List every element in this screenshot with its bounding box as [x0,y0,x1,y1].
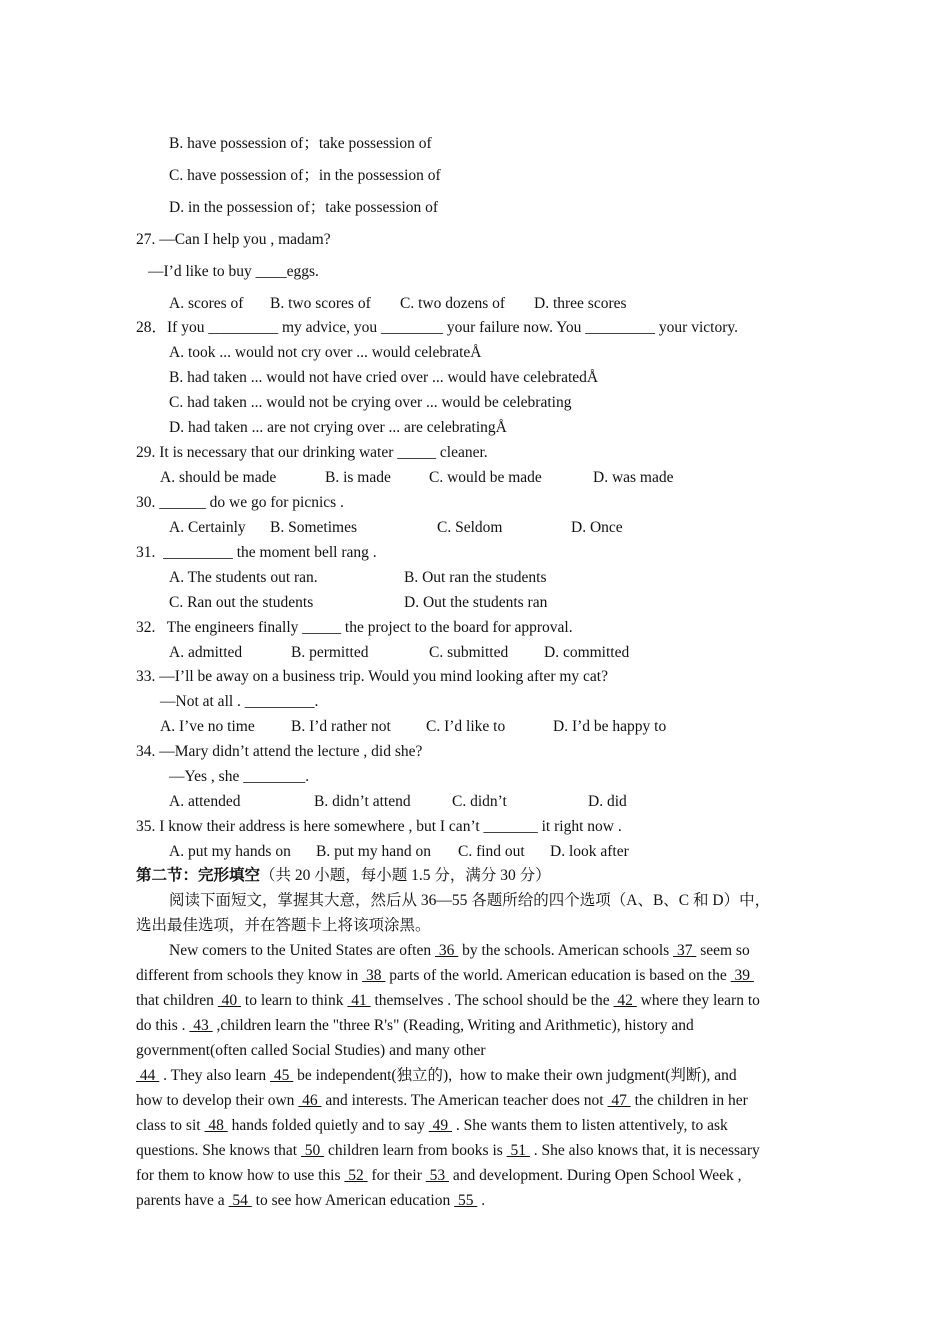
passage-text: hands folded quietly and to say [227,1117,429,1134]
passage-line-7 [136,1091,748,1111]
q29-option-b: B. is made [325,469,391,486]
q28-option-d: D. had taken ... are not crying over ... are celebratingÅ [169,419,507,436]
q34-option-c: C. didn’t [452,793,507,810]
q30-option-a: A. Certainly [169,519,246,536]
blank-50: 50 [300,1142,325,1159]
passage-text: the children in her [630,1092,748,1109]
blank-36: 36 [435,942,459,959]
q28-option-a: A. took ... would not cry over ... would celebrateÅ [169,344,482,361]
blank-53: 53 [425,1167,449,1184]
passage-text: do this . [136,1017,190,1034]
q33-option-d: D. I’d be happy to [553,718,667,735]
passage-text: to see how American education [251,1192,455,1209]
q26-option-c: C. have possession of；in the possession of [169,167,441,184]
blank-47: 47 [607,1092,631,1109]
q30-option-c: C. Seldom [437,519,503,536]
q32-option-c: C. submitted [429,644,509,661]
passage-text: New comers to the United States are often [169,942,435,959]
blank-44: 44 [136,1067,160,1084]
blank-45: 45 [270,1067,294,1084]
passage-text: ,children learn the "three R's" (Reading, Writing and Arithmetic), history and [212,1017,694,1034]
section-note: （共 20 小题，每小题 1.5 分，满分 30 分） [260,867,551,884]
q33-reply: —Not at all . _________. [160,693,319,710]
passage-line-9 [136,1141,760,1161]
q26-option-b: B. have possession of；take possession of [169,135,432,152]
q30-option-b: B. Sometimes [270,519,357,536]
q35-option-d: D. look after [550,843,629,860]
passage-line-8 [136,1116,728,1136]
section-title: 第二节：完形填空 [136,867,261,884]
blank-38: 38 [362,967,386,984]
blank-46: 46 [298,1092,322,1109]
q32-option-d: D. committed [544,644,630,661]
q28-option-b: B. had taken ... would not have cried over ... would have celebratedÅ [169,369,599,386]
q27-stem: 27. —Can I help you , madam? [136,231,331,248]
passage-line-2 [136,966,754,986]
q28-stem: 28．If you _________ my advice, you ________ your failure now. You _________ your victory. [136,319,738,336]
q28-option-c: C. had taken ... would not be crying over ... would be celebrating [169,394,572,411]
q29-option-a: A. should be made [160,469,277,486]
blank-49: 49 [428,1117,452,1134]
passage-text: . [477,1192,486,1209]
blank-41: 41 [347,992,371,1009]
section-instructions-line-2: 选出最佳选项，并在答题卡上将该项涂黑。 [136,917,431,934]
blank-43: 43 [189,1017,213,1034]
q27-option-c: C. two dozens of [400,295,506,312]
q27-option-b: B. two scores of [270,295,371,312]
q32-option-b: B. permitted [291,644,369,661]
q31-option-a: A. The students out ran. [169,569,318,586]
passage-text: parents have a [136,1192,229,1209]
q31-option-c: C. Ran out the students [169,594,314,611]
blank-51: 51 [506,1142,530,1159]
passage-line-11 [136,1191,485,1211]
passage-text: be independent(独立的), how to make their own judgment(判断), and [293,1067,737,1084]
blank-48: 48 [204,1117,228,1134]
passage-text: questions. She knows that [136,1142,301,1159]
passage-line-10 [136,1166,741,1186]
passage-text: by the schools. American schools [458,942,674,959]
passage-line-6 [136,1066,737,1086]
q29-option-d: D. was made [593,469,674,486]
q29-option-c: C. would be made [429,469,542,486]
q33-option-c: C. I’d like to [426,718,506,735]
q34-stem: 34. —Mary didn’t attend the lecture , did she? [136,743,423,760]
passage-text: different from schools they know in [136,967,363,984]
passage-line-4 [136,1016,694,1036]
q27-option-a: A. scores of [169,295,244,312]
q35-option-a: A. put my hands on [169,843,291,860]
passage-line-3 [136,991,760,1011]
passage-text: to learn to think [241,992,348,1009]
blank-52: 52 [344,1167,368,1184]
q33-stem: 33. —I’ll be away on a business trip. Would you mind looking after my cat? [136,668,608,685]
section-heading [136,866,551,886]
blank-40: 40 [217,992,242,1009]
q31-stem: 31. _________ the moment bell rang . [136,544,377,561]
passage-line-1 [169,941,750,961]
q27-reply: —I’d like to buy ____eggs. [148,263,319,280]
passage-text: class to sit [136,1117,205,1134]
q34-option-b: B. didn’t attend [314,793,411,810]
blank-37: 37 [673,942,697,959]
passage-line-5: government(often called Social Studies) and many other [136,1042,486,1059]
q29-stem: 29. It is necessary that our drinking water _____ cleaner. [136,444,488,461]
blank-42: 42 [613,992,637,1009]
q33-option-a: A. I’ve no time [160,718,255,735]
passage-text: for them to know how to use this [136,1167,345,1184]
q35-option-b: B. put my hand on [316,843,431,860]
q31-option-b: B. Out ran the students [404,569,547,586]
blank-55: 55 [454,1192,478,1209]
passage-text: seem so [696,942,750,959]
blank-39: 39 [730,967,754,984]
passage-text: and interests. The American teacher does not [321,1092,608,1109]
q34-option-a: A. attended [169,793,241,810]
q26-option-d: D. in the possession of；take possession of [169,199,439,216]
section-instructions-line-1: 阅读下面短文，掌握其大意，然后从 36—55 各题所给的四个选项（A、B、C 和 D）中， [169,892,771,909]
passage-text: and development. During Open School Week , [448,1167,742,1184]
q32-stem: 32. The engineers finally _____ the project to the board for approval. [136,619,573,636]
q30-option-d: D. Once [571,519,623,536]
passage-text: . She wants them to listen attentively, to ask [452,1117,728,1134]
passage-text: where they learn to [636,992,760,1009]
q32-option-a: A. admitted [169,644,243,661]
passage-text: for their [367,1167,426,1184]
passage-text: . They also learn [159,1067,271,1084]
q27-option-d: D. three scores [534,295,627,312]
q30-stem: 30. ______ do we go for picnics . [136,494,344,511]
passage-text: parts of the world. American education is based on the [385,967,731,984]
q34-option-d: D. did [588,793,627,810]
q35-option-c: C. find out [458,843,525,860]
passage-text: how to develop their own [136,1092,299,1109]
passage-text: . She also knows that, it is necessary [529,1142,760,1159]
passage-text: themselves . The school should be the [370,992,614,1009]
q33-option-b: B. I’d rather not [291,718,391,735]
q31-option-d: D. Out the students ran [404,594,548,611]
q35-stem: 35. I know their address is here somewhere , but I can’t _______ it right now . [136,818,622,835]
passage-text: children learn from books is [324,1142,507,1159]
blank-54: 54 [228,1192,252,1209]
passage-text: that children [136,992,218,1009]
q34-reply: —Yes , she ________. [169,768,310,785]
